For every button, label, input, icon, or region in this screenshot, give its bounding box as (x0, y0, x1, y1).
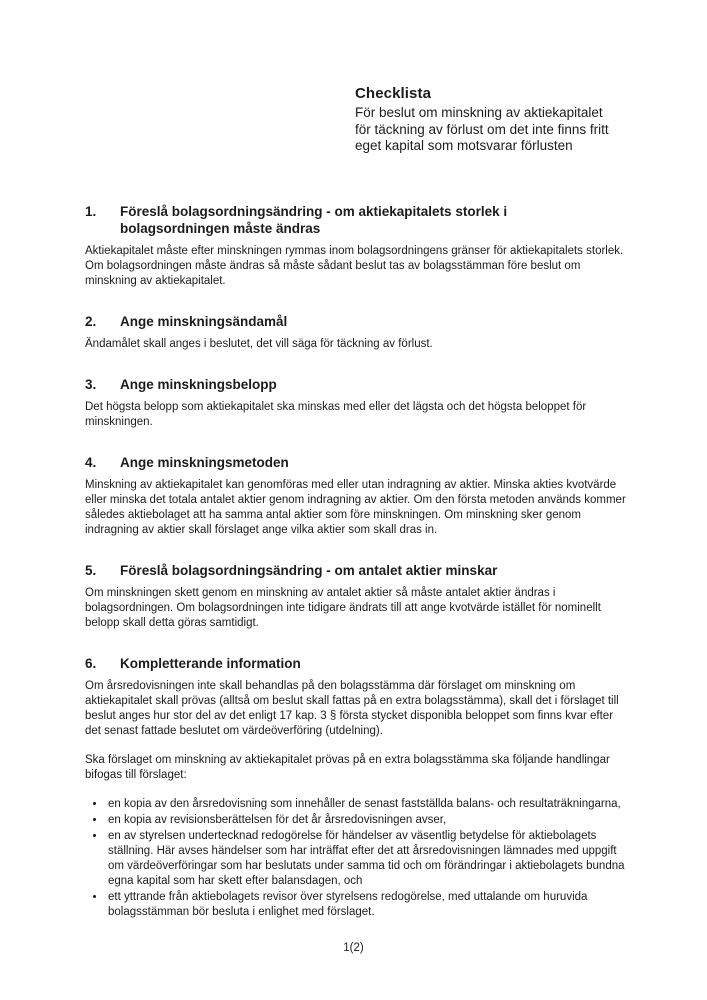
section-number: 6. (85, 656, 97, 671)
section-number: 3. (85, 377, 97, 392)
section-paragraph: Ska förslaget om minskning av aktiekapitalet prövas på en extra bolagsstämma ska följande handlingar bifogas till förslaget: (85, 754, 610, 781)
bullet-item: • en av styrelsen undertecknad redogörelse för händelser av väsentlig betydelse för aktiebolagets ställning. Här avses händelser som har inträffat efter det att årsredovisningen lämnades med uppgift om värdeöverföringar som har beslutats under samma tid och om förändringar i aktiebolagets bundna egna kapital som har skett efter balansdagen, och (106, 829, 628, 889)
section-title: Ange minskningsmetoden (120, 455, 289, 470)
section-3-heading (85, 376, 628, 393)
document-header (355, 85, 665, 155)
attachment-bullet-list (85, 797, 628, 920)
bullet-item: • en kopia av den årsredovisning som innehåller de senast fastställda balans- och resultaträkningarna, (106, 797, 628, 812)
subtitle-line: eget kapital som motsvarar förlusten (355, 138, 573, 153)
section-paragraph: Om minskningen skett genom en minskning av antalet aktier så måste antalet aktier ändras i bolagsordningen. Om bolagsordningen inte tidigare ändrats till att ange kvotvärde istället för nominellt belopp skall detta göras samtidigt. (85, 587, 601, 629)
section-number: 4. (85, 455, 97, 470)
section-1 (85, 203, 628, 289)
section-4-heading (85, 454, 628, 471)
section-title: Kompletterande information (120, 656, 301, 671)
section-number: 2. (85, 314, 97, 329)
section-number: 5. (85, 563, 97, 578)
section-title: Föreslå bolagsordningsändring - om antalet aktier minskar (120, 563, 498, 578)
subtitle-line: För beslut om minskning av aktiekapitalet (355, 105, 603, 120)
section-2-heading (85, 313, 628, 330)
section-5-heading (85, 562, 628, 579)
section-4 (85, 454, 628, 538)
document-footer (0, 942, 707, 954)
section-6 (85, 655, 628, 920)
page-number: 1(2) (343, 942, 364, 954)
section-5 (85, 562, 628, 631)
section-paragraph: Om årsredovisningen inte skall behandlas på den bolagsstämma där förslaget om minskning om aktiekapitalet skall prövas (alltså om beslut skall fattas på en extra bolagsstämma), skall det i förslaget till beslut anges hur stor del av det enligt 17 kap. 3 § första stycket disponibla beloppet som finns kvar efter det senast fattade beslutet om värdeöverföring (utdelning). (85, 680, 619, 737)
section-paragraph: Aktiekapitalet måste efter minskningen rymmas inom bolagsordningens gränser för aktiekapitalets storlek. Om bolagsordningen måste ändras så måste sådant beslut tas av bolagsstämman före beslut om minskning av aktiekapitalet. (85, 245, 624, 287)
document-title: Checklista (355, 85, 432, 102)
section-title: Ange minskningsbelopp (120, 377, 277, 392)
section-2 (85, 313, 628, 352)
subtitle-line: för täckning av förlust om det inte finns fritt (355, 121, 609, 137)
section-paragraph: Minskning av aktiekapitalet kan genomföras med eller utan indragning av aktier. Minska akties kvotvärde eller minska det totala antalet aktier genom indragning av aktier. Om den första metoden används kommer således aktiebolaget att ha samma antal aktier som före minskningen. Om minskning sker genom indragning av aktier skall förslaget ange vilka aktier som skall dras in. (85, 479, 626, 536)
section-1-heading (85, 203, 628, 237)
section-paragraph: Ändamålet skall anges i beslutet, det vill säga för täckning av förlust. (85, 338, 433, 350)
document-subtitle (355, 105, 665, 155)
section-6-heading (85, 655, 628, 672)
section-paragraph: Det högsta belopp som aktiekapitalet ska minskas med eller det lägsta och det högsta beloppet för minskningen. (85, 401, 587, 428)
section-number: 1. (85, 204, 97, 219)
document-body (85, 203, 628, 944)
section-title: Föreslå bolagsordningsändring - om aktiekapitalets storlek i bolagsordningen måste ändras (120, 204, 508, 236)
bullet-item: • en kopia av revisionsberättelsen för det år årsredovisningen avser, (106, 813, 628, 828)
bullet-item: • ett yttrande från aktiebolagets revisor över styrelsens redogörelse, med uttalande om huruvida bolagsstämman bör besluta i enlighet med förslaget. (106, 890, 628, 920)
section-3 (85, 376, 628, 430)
section-title: Ange minskningsändamål (120, 314, 288, 329)
